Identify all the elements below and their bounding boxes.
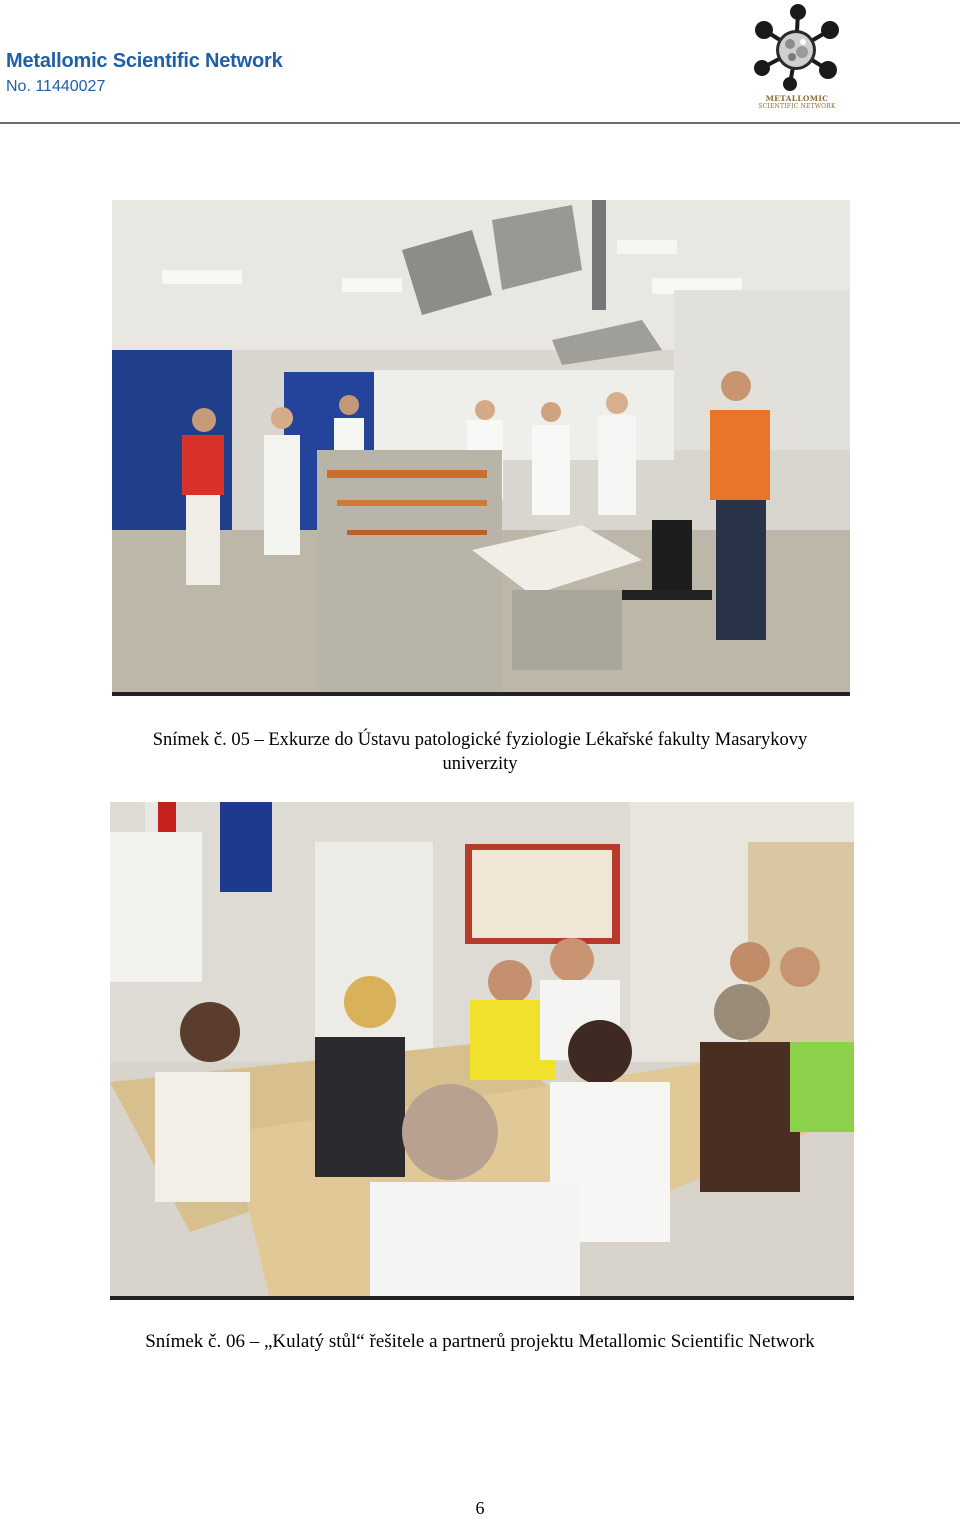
logo-text-metallomic: METALLOMIC [765,94,829,103]
page-header [0,0,960,124]
header-title: Metallomic Scientific Network [6,50,283,72]
figure-1-caption: Snímek č. 05 – Exkurze do Ústavu patologické fyziologie Lékařské fakulty Masarykovy [152,730,808,750]
header-number: No. 11440027 [6,78,106,95]
photo-laboratory-excursion [112,200,850,696]
photo-round-table-meeting [110,802,854,1300]
figure-1-caption-continued: univerzity [442,754,518,774]
page-number: 6 [475,1498,485,1518]
figure-2-caption: Snímek č. 06 – „Kulatý stůl“ řešitele a partnerů projektu Metallomic Scientific Network [145,1331,815,1352]
header-divider [0,122,960,124]
logo-text-scientific-network: SCIENTIFIC NETWORK [758,103,836,110]
